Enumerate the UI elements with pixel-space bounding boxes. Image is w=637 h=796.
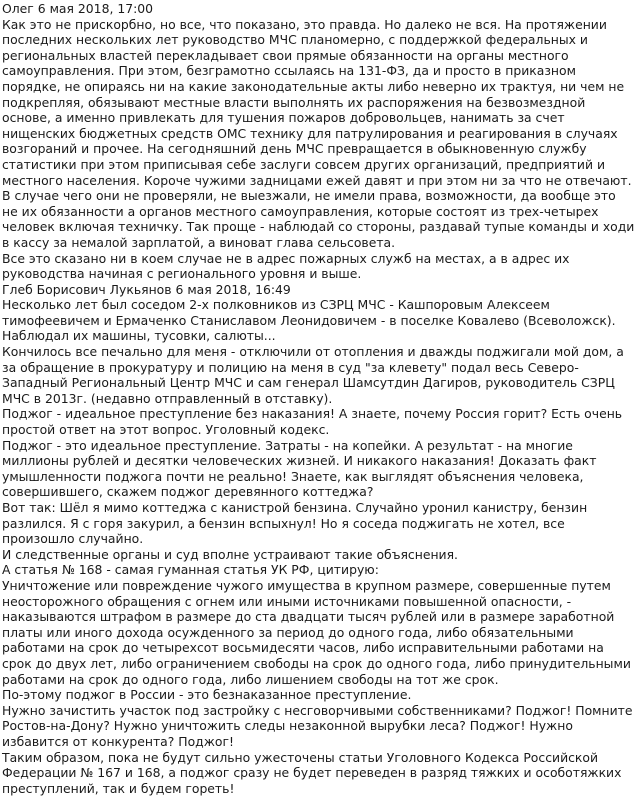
comment-paragraph: Таким образом, пока не будут сильно ужесточены статьи Уголовного Кодекса Российской Федерации № 167 и 168, а поджог сразу не будет переведен в разряд тяжких и особотяжких преступлений, так и будем гореть! [2, 750, 635, 796]
comment-date: 6 мая 2018, 16:49 [176, 282, 291, 297]
comment-paragraph: И следственные органы и суд вполне устраивают такие объяснения. [2, 547, 635, 563]
comment-paragraph: Поджог - это идеальное преступление. Затраты - на копейки. А результат - на многие миллионы рублей и десятки человеческих жизней. И никакого наказания! Доказать факт умышленности поджога почти не реально! Знаете, как выглядят объяснения человека, совершившего, скажем поджог деревянного коттеджа? [2, 438, 635, 500]
comment-header [2, 282, 635, 298]
comment-paragraph: Уничтожение или повреждение чужого имущества в крупном размере, совершенные путем неосторожного обращения с огнем или иными источниками повышенной опасности, - наказываются штрафом в размере до ста двадцати тысяч рублей или в размере заработной платы или иного дохода осужденного за период до одного года, либо обязательными работами на срок до четырехсот восьмидесяти часов, либо исправительными работами на срок до двух лет, либо ограничением свободы на срок до одного года, либо принудительными работами на срок до одного года, либо лишением свободы на тот же срок. [2, 578, 635, 687]
comment-paragraph: Кончилось все печально для меня - отключили от отопления и дважды поджигали мой дом, а за обращение в прокуратуру и полицию на меня в суд "за клевету" подал весь Северо-Западный Региональный Центр МЧС и сам генерал Шамсутдин Дагиров, руководитель СЗРЦ МЧС в 2013г. (недавно отправленный в отставку). [2, 344, 635, 406]
comment-post-1 [2, 1, 635, 282]
comment-author[interactable]: Олег [2, 1, 34, 16]
comment-paragraph: Как это не прискорбно, но все, что показано, это правда. Но далеко не вся. На протяжении последних нескольких лет руководство МЧС планомерно, с поддержкой федеральных и региональных властей перекладывает свои прямые обязанности на органы местного самоуправления. При этом, безграмотно ссылаясь на 131-ФЗ, да и просто в приказном порядке, не опираясь ни на какие законодательные акты либо неверно их трактуя, ни чем не подкрепляя, обязывают местные власти выполнять их распоряжения на безвозмездной основе, а именно привлекать для тушения пожаров добровольцев, нанимать за счет нищенских бюджетных средств ОМС технику для патрулирования и реагирования в случаях возгораний и прочее. На сегодняшний день МЧС превращается в обыкновенную службу статистики при этом приписывая себе заслуги совсем других организаций, предприятий и местного населения. Короче чужими задницами ежей давят и при этом ни за что не отвечают. В случае чего они не проверяли, не выезжали, не имели права, возможности, да вообще это не их обязанности а органов местного самоуправления, которые состоят из трех-четырех человек включая техничку. Так проще - наблюдай со стороны, раздавай тупые команды и ходи в кассу за немалой зарплатой, а виноват глава сельсовета. [2, 17, 635, 251]
comment-paragraph: Нужно зачистить участок под застройку с несговорчивыми собственниками? Поджог! Помните Ростов-на-Дону? Нужно уничтожить следы незаконной вырубки леса? Поджог! Нужно избавится от конкурента? Поджог! [2, 703, 635, 750]
comment-paragraph: А статья № 168 - самая гуманная статья УК РФ, цитирую: [2, 562, 635, 578]
comment-paragraph: Несколько лет был соседом 2-х полковников из СЗРЦ МЧС - Кашпоровым Алексеем тимофеевичем и Ермаченко Станиславом Леонидовичем - в поселке Ковалево (Всеволожск). Наблюдал их машины, тусовки, салюты... [2, 297, 635, 344]
comment-paragraph: Вот так: Шёл я мимо коттеджа с канистрой бензина. Случайно уронил канистру, бензин разлился. Я с горя закурил, а бензин вспыхнул! Но я соседа поджигать не хотел, все произошло случайно. [2, 500, 635, 547]
comment-post-2 [2, 282, 635, 796]
comment-date: 6 мая 2018, 17:00 [38, 1, 153, 16]
comment-paragraph: Поджог - идеальное преступление без наказания! А знаете, почему Россия горит? Есть очень простой ответ на этот вопрос. Уголовный кодекс. [2, 406, 635, 437]
comment-author[interactable]: Глеб Борисович Лукьянов [2, 282, 172, 297]
comment-header [2, 1, 635, 17]
comment-paragraph: Все это сказано ни в коем случае не в адрес пожарных служб на местах, а в адрес их руководства начиная с регионального уровня и выше. [2, 251, 635, 282]
comment-paragraph: По-этому поджог в России - это безнаказанное преступление. [2, 687, 635, 703]
